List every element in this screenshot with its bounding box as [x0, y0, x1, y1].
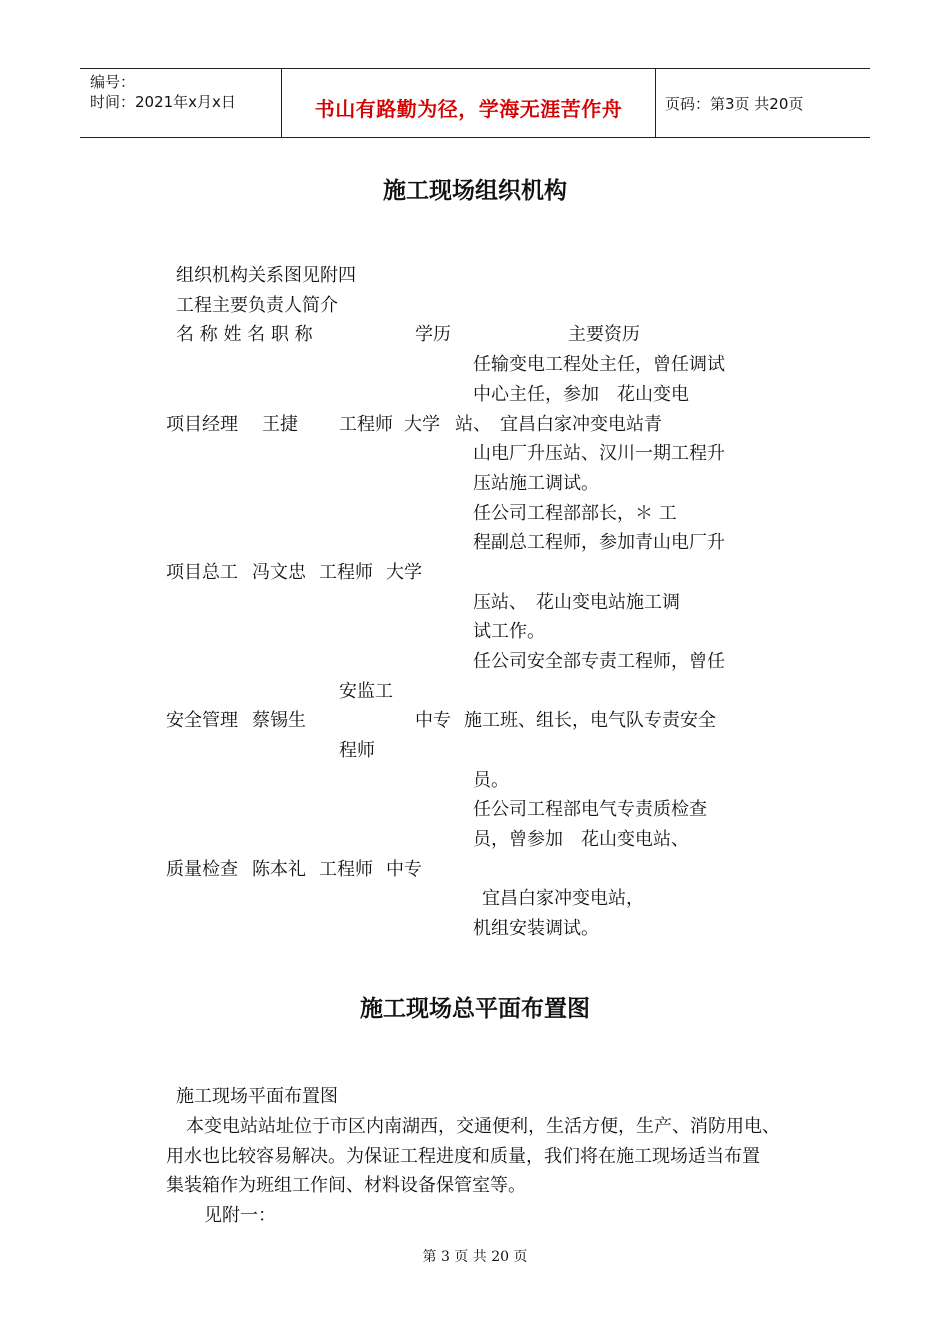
- experience-line: 任输变电工程处主任，曾任调试: [473, 354, 725, 375]
- table-header-name-title: 名 称 姓 名 职 称: [176, 324, 313, 345]
- person-role: 质量检查: [166, 859, 238, 880]
- key-personnel-heading: 工程主要负责人简介: [176, 295, 338, 316]
- section-title-site-layout: 施工现场总平面布置图: [360, 996, 590, 1022]
- paragraph-line: 本变电站站址位于市区内南湖西，交通便利，生活方便，生产、消防用电、: [186, 1116, 780, 1137]
- person-title: 工程师: [319, 859, 373, 880]
- section-title-organization: 施工现场组织机构: [383, 178, 567, 204]
- person-role: 项目总工: [166, 562, 238, 583]
- header-motto-cell: [281, 69, 656, 137]
- experience-line: 施工班、组长，电气队专责安全: [464, 710, 716, 731]
- person-name: 陈本礼: [252, 859, 306, 880]
- document-date-label: 时间：2021年x月x日: [90, 93, 236, 111]
- person-education: 中专: [415, 710, 451, 731]
- experience-line: 机组安装调试。: [473, 918, 599, 939]
- person-education: 中专: [386, 859, 422, 880]
- attachment-reference: 见附一：: [204, 1205, 276, 1226]
- page-header: [80, 68, 870, 138]
- experience-line: 压站施工调试。: [473, 473, 599, 494]
- header-page-cell: [655, 69, 870, 137]
- experience-line: 宜昌白家冲变电站，: [482, 888, 644, 909]
- experience-line: 试工作。: [473, 621, 545, 642]
- person-name: 冯文忠: [252, 562, 306, 583]
- experience-line: 中心主任，参加 花山变电: [473, 384, 689, 405]
- experience-line: 压站、 花山变电站施工调: [473, 592, 680, 613]
- experience-line: 员。: [473, 770, 509, 791]
- header-meta-cell: [80, 69, 281, 137]
- paragraph-line: 集装箱作为班组工作间、材料设备保管室等。: [166, 1175, 526, 1196]
- table-header-experience: 主要资历: [568, 324, 640, 345]
- experience-line: 任公司工程部部长，＊ 工: [473, 503, 677, 524]
- person-title: 程师: [339, 740, 375, 761]
- experience-line: 员，曾参加 花山变电站、: [473, 829, 689, 850]
- person-education: 大学: [386, 562, 422, 583]
- document-number-label: 编号：: [90, 73, 136, 91]
- experience-line: 任公司安全部专责工程师，曾任: [473, 651, 725, 672]
- person-role: 项目经理: [166, 414, 238, 435]
- person-title: 工程师: [339, 414, 393, 435]
- person-role: 安全管理: [166, 710, 238, 731]
- person-name: 王捷: [262, 414, 298, 435]
- experience-line: 程副总工程师，参加青山电厂升: [473, 532, 725, 553]
- experience-line: 任公司工程部电气专责质检查: [473, 799, 707, 820]
- person-title: 安监工: [339, 681, 393, 702]
- paragraph-line: 用水也比较容易解决。为保证工程进度和质量，我们将在施工现场适当布置: [166, 1146, 760, 1167]
- header-motto: 书山有路勤为径，学海无涯苦作舟: [314, 97, 623, 121]
- site-layout-heading: 施工现场平面布置图: [176, 1086, 338, 1107]
- org-chart-reference: 组织机构关系图见附四: [176, 265, 356, 286]
- person-name: 蔡锡生: [252, 710, 306, 731]
- page-footer: 第 3 页 共 20 页: [422, 1249, 528, 1265]
- header-page-number: 页码：第3页 共20页: [665, 95, 804, 113]
- experience-line: 站、 宜昌白家冲变电站青: [455, 414, 662, 435]
- person-education: 大学: [404, 414, 440, 435]
- experience-line: 山电厂升压站、汉川一期工程升: [473, 443, 725, 464]
- table-header-education: 学历: [415, 324, 451, 345]
- person-title: 工程师: [319, 562, 373, 583]
